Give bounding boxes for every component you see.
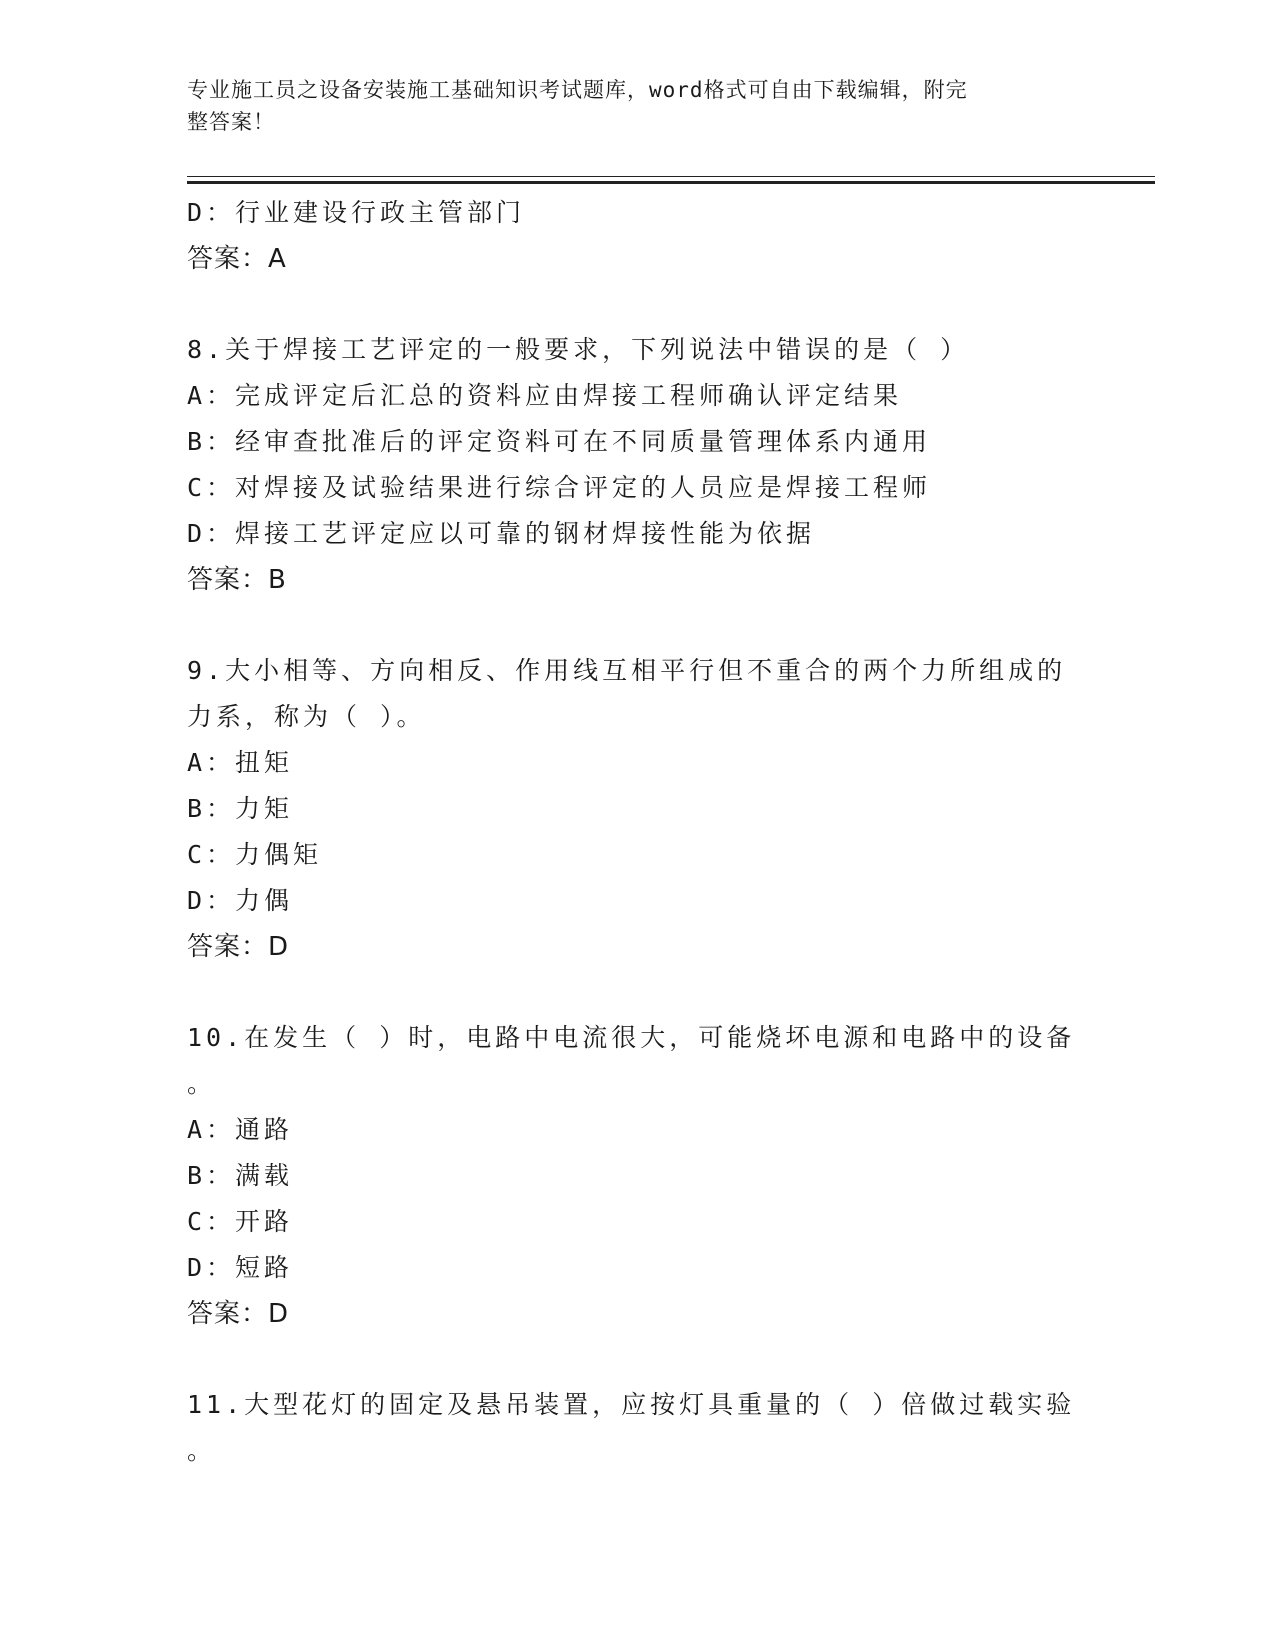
option-c: C：开路 (187, 1207, 294, 1236)
question-stem-line-2: 力系，称为（ ）。 (187, 702, 426, 731)
option-d: D：焊接工艺评定应以可靠的钢材焊接性能为依据 (187, 519, 816, 548)
question-9 (187, 648, 1067, 970)
option-c: C：力偶矩 (187, 840, 323, 869)
question-stem-line-2: 。 (187, 1069, 217, 1098)
option-b: B：力矩 (187, 794, 294, 823)
header-divider-thick (187, 181, 1155, 184)
answer: 答案：A (187, 244, 287, 274)
answer: 答案：D (187, 1299, 290, 1329)
header-line-2: 整答案！ (187, 110, 275, 134)
header-line-1: 专业施工员之设备安装施工基础知识考试题库，word格式可自由下载编辑，附完 (187, 78, 968, 102)
document-header (187, 74, 1067, 138)
option-d: D：行业建设行政主管部门 (187, 198, 526, 227)
question-stem-line-1: 11.大型花灯的固定及悬吊装置，应按灯具重量的（ ）倍做过载实验 (187, 1390, 1076, 1419)
question-stem: 8.关于焊接工艺评定的一般要求，下列说法中错误的是（ ） (187, 335, 970, 364)
option-a: A：完成评定后汇总的资料应由焊接工程师确认评定结果 (187, 381, 903, 410)
option-b: B：满载 (187, 1161, 294, 1190)
option-b: B：经审查批准后的评定资料可在不同质量管理体系内通用 (187, 427, 932, 456)
answer: 答案：D (187, 932, 290, 962)
option-a: A：扭矩 (187, 748, 294, 777)
answer: 答案：B (187, 565, 287, 595)
question-stem-line-1: 9.大小相等、方向相反、作用线互相平行但不重合的两个力所组成的 (187, 656, 1067, 685)
option-d: D：力偶 (187, 886, 294, 915)
question-10 (187, 1015, 1076, 1337)
spacer (187, 970, 1067, 1015)
question-11 (187, 1382, 1076, 1474)
spacer (187, 1337, 1067, 1382)
header-divider-thin (187, 176, 1155, 177)
question-stem-line-2: 。 (187, 1436, 217, 1465)
question-stem-line-1: 10.在发生（ ）时，电路中电流很大，可能烧坏电源和电路中的设备 (187, 1023, 1076, 1052)
option-c: C：对焊接及试验结果进行综合评定的人员应是焊接工程师 (187, 473, 932, 502)
document-body (187, 190, 1076, 1474)
question-8 (187, 327, 1067, 603)
spacer (187, 282, 1067, 327)
option-a: A：通路 (187, 1115, 294, 1144)
spacer (187, 603, 1067, 648)
question-7-tail (187, 190, 1067, 282)
option-d: D：短路 (187, 1253, 294, 1282)
